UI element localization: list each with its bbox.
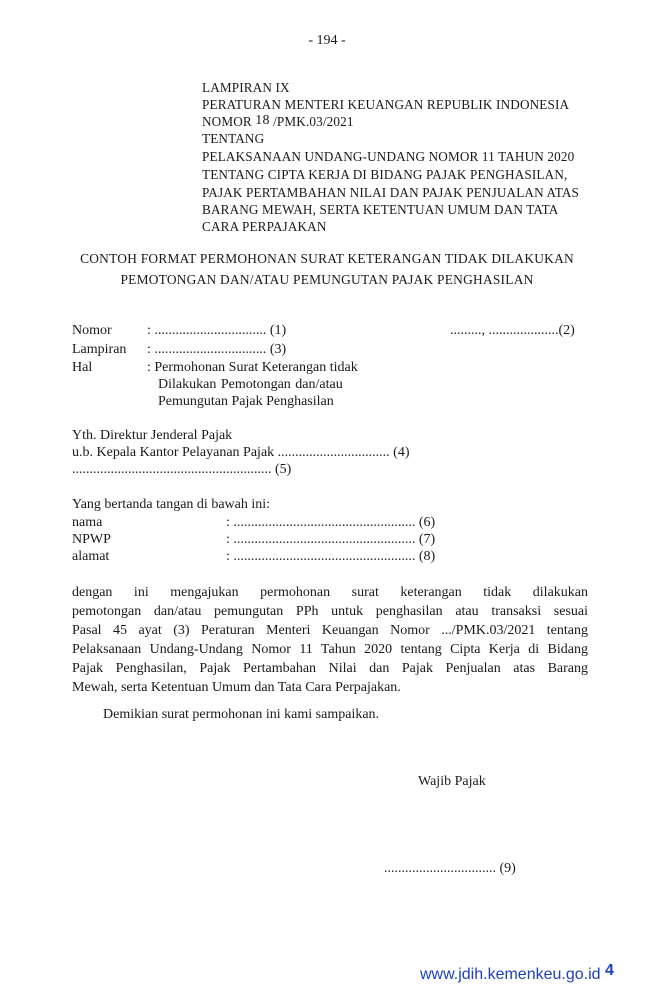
paragraph-line: pemotongan dan/atau pemungutan PPh untuk penghasilan atau transaksi sesuai (72, 604, 588, 619)
paragraph-line: Pasal 45 ayat (3) Peraturan Menteri Keuangan Nomor .../PMK.03/2021 tentang (72, 623, 588, 638)
npwp-label: NPWP (72, 532, 111, 547)
nama-value: : .................................................... (6) (226, 515, 436, 530)
page-number: - 194 - (308, 33, 346, 48)
nama-label: nama (72, 515, 103, 530)
header-tentang: TENTANG (202, 131, 265, 146)
header-subject-line: CARA PERPAJAKAN (202, 219, 327, 234)
header-lampiran: LAMPIRAN IX (202, 80, 290, 95)
paragraph-line: Mewah, serta Ketentuan Umum dan Tata Cara Perpajakan. (72, 680, 401, 695)
footer-mark: 4 (605, 962, 614, 979)
addressee-line-3: ......................................................... (5) (72, 462, 292, 477)
addressee-line-1: Yth. Direktur Jenderal Pajak (72, 428, 233, 443)
header-nomor-suffix: /PMK.03/2021 (273, 114, 354, 129)
nomor-label: Nomor (72, 323, 112, 338)
alamat-value: : .................................................... (8) (226, 549, 436, 564)
npwp-value: : .................................................... (7) (226, 532, 436, 547)
header-subject-line: PELAKSANAAN UNDANG-UNDANG NOMOR 11 TAHUN 2020 (202, 149, 575, 164)
identity-intro: Yang bertanda tangan di bawah ini: (72, 497, 271, 512)
lampiran-value: : ................................ (3) (147, 342, 287, 357)
closing-sentence: Demikian surat permohonan ini kami sampaikan. (103, 707, 380, 722)
form-title-line-1: CONTOH FORMAT PERMOHONAN SURAT KETERANGAN TIDAK DILAKUKAN (80, 251, 574, 266)
alamat-label: alamat (72, 549, 110, 564)
signature-line: ................................ (9) (384, 861, 516, 876)
header-nomor-prefix: NOMOR (202, 114, 252, 129)
header-peraturan: PERATURAN MENTERI KEUANGAN REPUBLIK INDONESIA (202, 97, 570, 112)
hal-line: Dilakukan Pemotongan dan/atau (158, 377, 343, 392)
header-nomor-value: 18 (255, 113, 270, 128)
addressee-line-2: u.b. Kepala Kantor Pelayanan Pajak ................................ (4) (72, 445, 410, 460)
header-subject-line: BARANG MEWAH, SERTA KETENTUAN UMUM DAN TATA (202, 202, 559, 217)
hal-line: : Permohonan Surat Keterangan tidak (147, 360, 358, 375)
paragraph-line: Pajak Penghasilan, Pajak Pertambahan Nilai dan Pajak Penjualan atas Barang (72, 661, 588, 676)
paragraph-line: dengan ini mengajukan permohonan surat keterangan tidak dilakukan (72, 585, 588, 600)
footer-url-link[interactable]: www.jdih.kemenkeu.go.id (420, 966, 601, 983)
nomor-value: : ................................ (1) (147, 323, 287, 338)
header-nomor (202, 114, 354, 131)
header-subject-line: TENTANG CIPTA KERJA DI BIDANG PAJAK PENGHASILAN, (202, 167, 568, 182)
header-subject-line: PAJAK PERTAMBAHAN NILAI DAN PAJAK PENJUALAN ATAS (202, 185, 580, 200)
form-title-line-2: PEMOTONGAN DAN/ATAU PEMUNGUTAN PAJAK PENGHASILAN (120, 272, 534, 287)
date-place-value: ........., ....................(2) (450, 323, 575, 338)
signer-label: Wajib Pajak (418, 774, 486, 789)
body-paragraph (72, 583, 588, 697)
paragraph-line: Pelaksanaan Undang-Undang Nomor 11 Tahun 2020 tentang Cipta Kerja di Bidang (72, 642, 588, 657)
hal-line: Pemungutan Pajak Penghasilan (158, 394, 334, 409)
hal-label: Hal (72, 360, 93, 375)
lampiran-label: Lampiran (72, 342, 127, 357)
